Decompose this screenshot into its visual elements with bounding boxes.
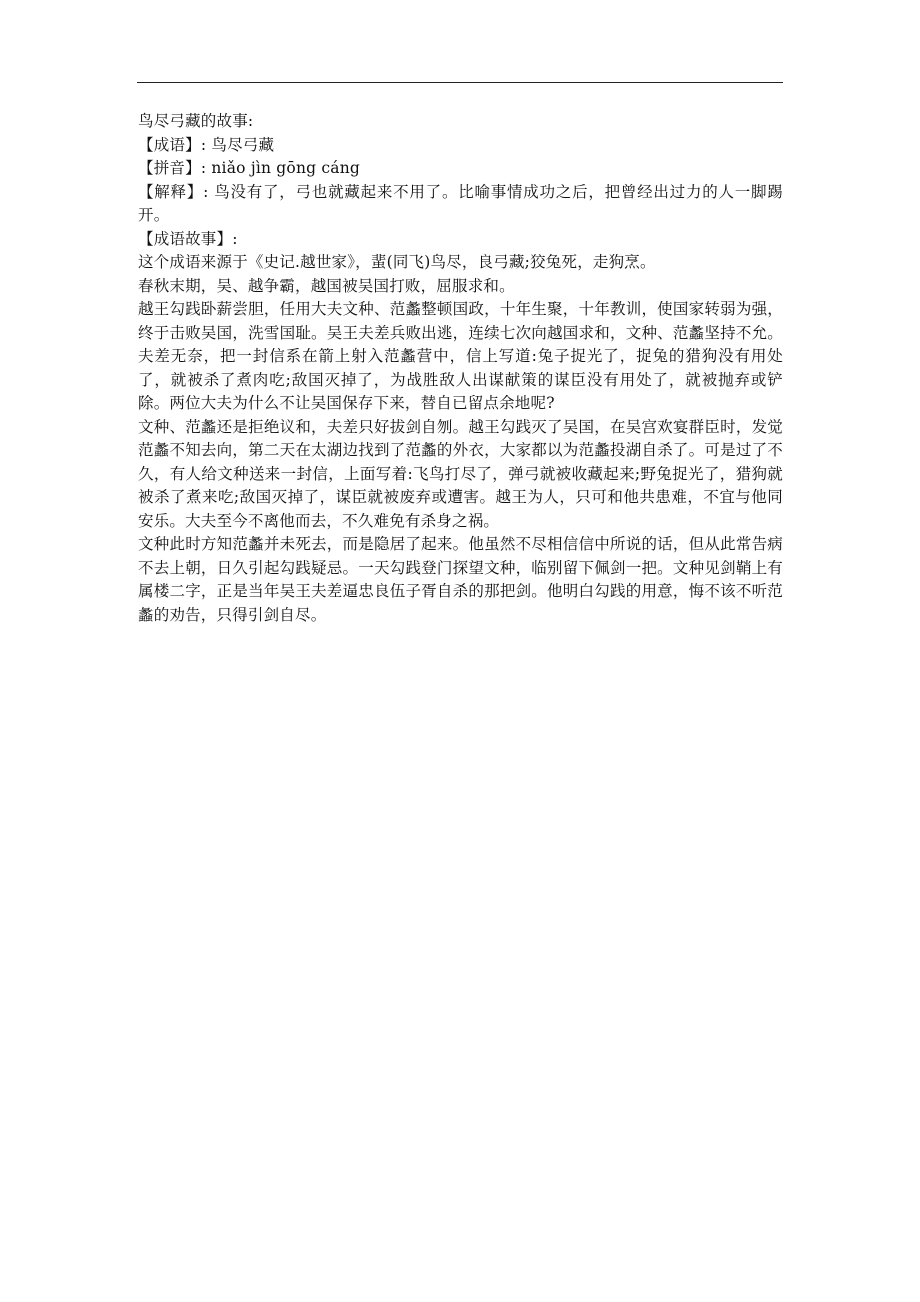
story-paragraph-ending: 文种此时方知范蠡并未死去，而是隐居了起来。他虽然不尽相信信中所说的话，但从此常告病不去上朝，日久引起勾践疑忌。一天勾践登门探望文种，临别留下佩剑一把。文种见剑鞘上有属楼二字，正是当年吴王夫差逼忠良伍子胥自杀的那把剑。他明白勾践的用意，悔不该不听范蠡的劝告，只得引剑自尽。: [138, 535, 783, 624]
story-paragraph-warning: 文种、范蠡还是拒绝议和，夫差只好拔剑自刎。越王勾践灭了吴国，在吴宫欢宴群臣时，发觉范蠡不知去向，第二天在太湖边找到了范蠡的外衣，大家都以为范蠡投湖自杀了。可是过了不久，有人给文种送来一封信，上面写着:飞鸟打尽了，弹弓就被收藏起来;野兔捉光了，猎狗就被杀了煮来吃;敌国灭掉了，谋臣就被废弃或遭害。越王为人，只可和他共患难，不宜与他同安乐。大夫至今不离他而去，不久难免有杀身之祸。: [138, 417, 783, 530]
pinyin-label: 【拼音】: [138, 159, 201, 177]
explanation-line: [138, 181, 783, 228]
idiom-label: 【成语】: [138, 135, 201, 154]
explanation-value: 鸟没有了，弓也就藏起来不用了。比喻事情成功之后，把曾经出过力的人一脚踢开。: [138, 182, 783, 224]
pinyin-value: niǎo jìn gōng cáng: [211, 159, 360, 177]
story-paragraph-victory: 越王勾践卧薪尝胆，任用大夫文种、范蠡整顿国政，十年生聚，十年教训，使国家转弱为强，终于击败吴国，洗雪国耻。吴王夫差兵败出逃，连续七次向越国求和，文种、范蠡坚持不允。夫差无奈，把一封信系在箭上射入范蠡营中，信上写道:兔子捉光了，捉兔的猎狗没有用处了，就被杀了煮肉吃;敌国灭掉了，为战胜敌人出谋献策的谋臣没有用处了，就被抛弃或铲除。两位大夫为什么不让吴国保存下来，替自已留点余地呢?: [138, 300, 783, 412]
explanation-separator: :: [203, 182, 215, 201]
idiom-value: 鸟尽弓藏: [211, 135, 275, 154]
idiom-line: [138, 134, 783, 158]
document-body: [138, 110, 783, 627]
story-paragraph-background: 春秋末期，吴、越争霸，越国被吴国打败，屈服求和。: [138, 276, 515, 295]
header-rule: [137, 82, 783, 83]
pinyin-separator: :: [200, 159, 212, 177]
explanation-label: 【解释】: [138, 182, 204, 201]
pinyin-line: [138, 157, 783, 181]
story-heading: 【成语故事】:: [138, 229, 238, 248]
story-paragraph-source: 这个成语来源于《史记.越世家》，蜚(同飞)鸟尽，良弓藏;狡兔死，走狗烹。: [138, 253, 656, 271]
idiom-separator: :: [200, 135, 212, 154]
story-title: 鸟尽弓藏的故事:: [138, 112, 254, 130]
